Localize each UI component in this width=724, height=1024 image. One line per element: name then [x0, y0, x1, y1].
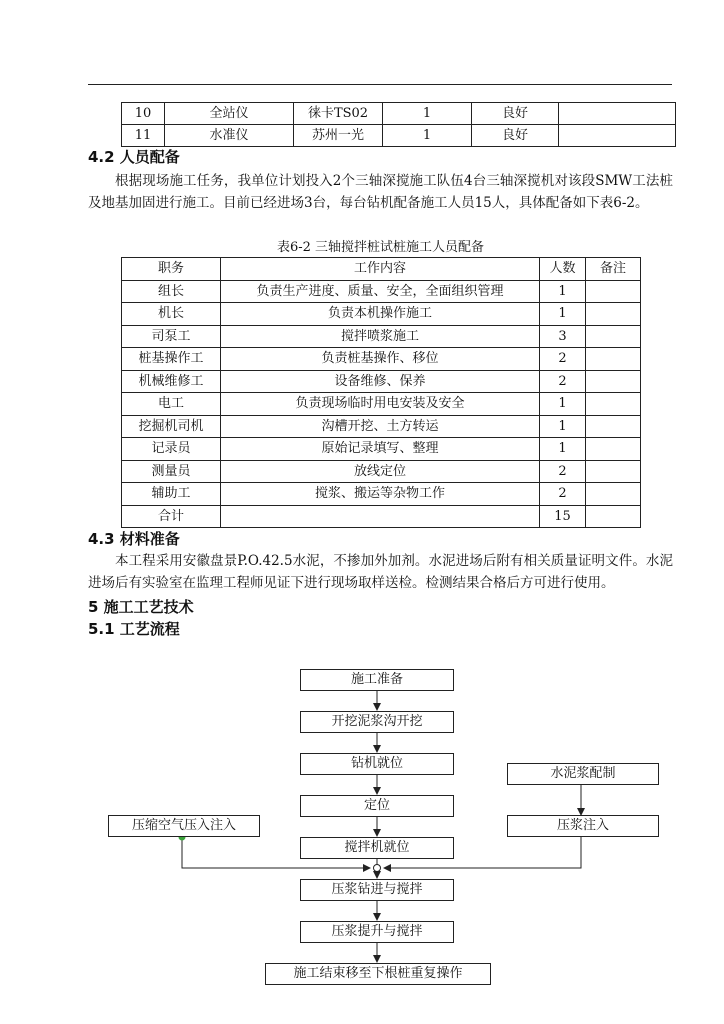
flow-step-locate: 定位: [300, 795, 454, 817]
paragraph-4-2: 根据现场施工任务，我单位计划投入2个三轴深搅施工队伍4台三轴深搅机对该段SMW工法桩及地基加固进行施工。目前已经进场3台，每台钻机配备施工人员15人，具体配备如下表6-2。: [88, 173, 673, 211]
table-cell: 2: [540, 460, 586, 483]
flow-step-trench: 开挖泥浆沟开挖: [300, 711, 454, 733]
table-cell: 2: [540, 370, 586, 393]
table-cell: 合计: [122, 505, 221, 528]
table-cell: 沟槽开挖、土方转运: [221, 415, 540, 438]
table-row: 10 全站仪 徕卡TS02 1 良好: [122, 103, 676, 125]
table-cell: 负责生产进度、质量、安全，全面组织管理: [221, 280, 540, 303]
section-heading-5: 5 施工工艺技术: [88, 598, 194, 616]
table-cell: 1: [540, 393, 586, 416]
flow-air-injection: 压缩空气压入注入: [108, 815, 260, 837]
section-heading-4-2: 4.2 人员配备: [88, 148, 180, 166]
table-cell: 负责桩基操作、移位: [221, 348, 540, 371]
flow-step-lift-mix: 压浆提升与搅拌: [300, 921, 454, 943]
junction-node: [374, 865, 381, 872]
table-caption: 表6-2 三轴搅拌桩试桩施工人员配备: [276, 240, 485, 255]
section-heading-5-1: 5.1 工艺流程: [88, 620, 180, 638]
table-cell: 2: [540, 348, 586, 371]
table-header-row: 职务 工作内容 人数 备注: [122, 258, 641, 281]
flow-step-next-pile: 施工结束移至下根桩重复操作: [265, 963, 491, 985]
table-cell: 1: [540, 438, 586, 461]
table-cell: 电工: [122, 393, 221, 416]
table-cell: 搅拌喷浆施工: [221, 325, 540, 348]
table-cell: 司泵工: [122, 325, 221, 348]
flow-step-mixer-position: 搅拌机就位: [300, 837, 454, 859]
table-cell: 1: [540, 280, 586, 303]
table-row: 11 水准仪 苏州一光 1 良好: [122, 125, 676, 147]
table-cell: 放线定位: [221, 460, 540, 483]
table-cell: 1: [540, 415, 586, 438]
section-heading-4-3: 4.3 材料准备: [88, 530, 180, 548]
table-cell: 2: [540, 483, 586, 506]
table-cell: 记录员: [122, 438, 221, 461]
table-cell: 负责现场临时用电安装及安全: [221, 393, 540, 416]
flow-step-prepare: 施工准备: [300, 669, 454, 691]
table-cell: 负责本机操作施工: [221, 303, 540, 326]
table-cell: 3: [540, 325, 586, 348]
flow-cement-mix: 水泥浆配制: [507, 763, 659, 785]
table-cell: 机械维修工: [122, 370, 221, 393]
table-cell: 辅助工: [122, 483, 221, 506]
table-cell: 原始记录填写、整理: [221, 438, 540, 461]
table-cell: 组长: [122, 280, 221, 303]
flow-grout-injection: 压浆注入: [507, 815, 659, 837]
flow-step-drill-mix: 压浆钻进与搅拌: [300, 879, 454, 901]
table-cell: 设备维修、保养: [221, 370, 540, 393]
table-cell: 1: [540, 303, 586, 326]
table-cell: 测量员: [122, 460, 221, 483]
table-cell: 机长: [122, 303, 221, 326]
flow-step-rig-position: 钻机就位: [300, 753, 454, 775]
paragraph-4-3: 本工程采用安徽盘景P.O.42.5水泥，不掺加外加剂。水泥进场后附有相关质量证明文件。水泥进场后有实验室在监理工程师见证下进行现场取样送检。检测结果合格后方可进行使用。: [88, 553, 673, 591]
table-cell: 15: [540, 505, 586, 528]
table-cell: 桩基操作工: [122, 348, 221, 371]
table-cell: 挖掘机司机: [122, 415, 221, 438]
table-cell: 搅浆、搬运等杂物工作: [221, 483, 540, 506]
